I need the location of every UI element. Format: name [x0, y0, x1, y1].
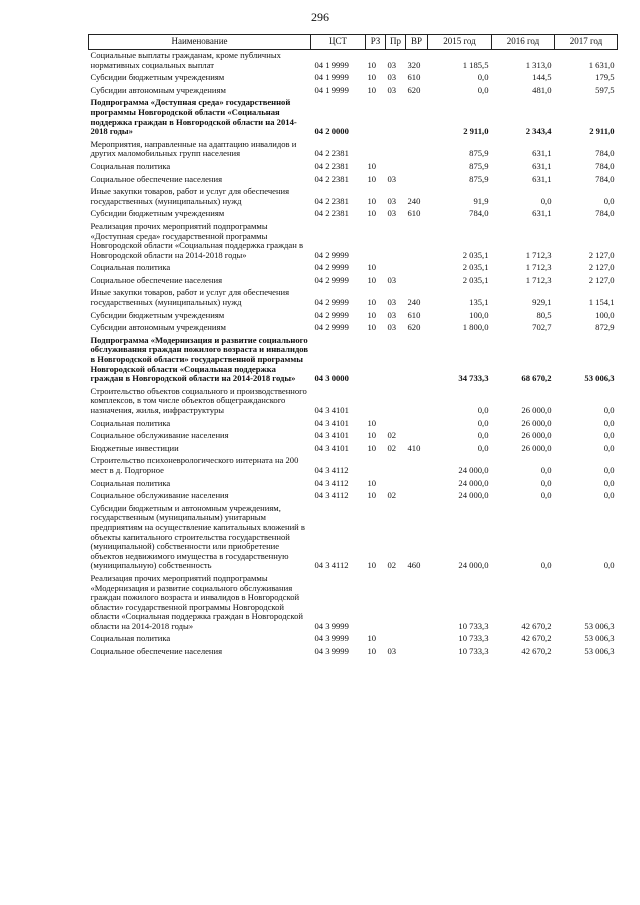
row-value-2016: 631,1 — [532, 160, 552, 171]
row-pr-code: 02 — [387, 560, 397, 571]
row-vr-code — [406, 386, 428, 418]
row-cst-code: 04 3 4101 — [314, 405, 349, 415]
row-rz-code — [366, 386, 386, 418]
row-value-2015: 0,0 — [477, 405, 489, 415]
row-value-2017: 0,0 — [603, 442, 615, 453]
row-cst-code: 04 2 9999 — [314, 309, 349, 320]
row-pr-code: 03 — [387, 309, 397, 320]
row-value-2016: 481,0 — [532, 84, 552, 95]
table-row — [89, 208, 618, 221]
row-value-2016: 42 670,2 — [521, 633, 552, 644]
row-rz-code: 10 — [367, 84, 377, 95]
row-value-2016: 631,1 — [532, 208, 552, 219]
row-rz-code: 10 — [367, 173, 377, 184]
row-value-2015: 2 035,1 — [462, 249, 489, 260]
row-value-2017: 2 127,0 — [588, 274, 615, 285]
row-vr-code — [406, 221, 428, 262]
row-name: Социальное обслуживание населения — [90, 490, 229, 501]
table-row — [89, 443, 618, 456]
row-cst-code: 04 2 2381 — [314, 148, 349, 159]
row-value-2015: 100,0 — [469, 309, 489, 320]
row-name: Субсидии бюджетным учреждениям — [90, 309, 225, 320]
row-vr-code — [406, 335, 428, 386]
row-value-2015: 0,0 — [477, 72, 489, 83]
row-rz-code: 10 — [367, 477, 377, 488]
table-row — [89, 455, 618, 477]
row-value-2017: 1 154,1 — [588, 297, 615, 308]
row-pr-code: 03 — [387, 72, 397, 83]
row-rz-code — [366, 97, 386, 138]
row-rz-code: 10 — [367, 490, 377, 501]
row-value-2017: 2 911,0 — [589, 126, 615, 137]
row-value-2017: 0,0 — [603, 430, 615, 441]
row-name: Социальные выплаты гражданам, кроме публичных нормативных социальных выплат — [90, 50, 281, 70]
row-name: Социальное обслуживание населения — [90, 430, 229, 441]
row-name: Мероприятия, направленные на адаптацию инвалидов и других маломобильных групп населения — [90, 138, 297, 159]
row-cst-code: 04 3 9999 — [314, 633, 349, 644]
row-value-2017: 784,0 — [595, 173, 615, 184]
row-rz-code: 10 — [367, 417, 377, 428]
row-name: Социальная политика — [90, 160, 171, 171]
row-vr-code — [406, 262, 428, 275]
row-value-2015: 0,0 — [477, 417, 489, 428]
row-pr-code — [386, 139, 406, 161]
row-vr-code — [406, 455, 428, 477]
row-rz-code: 10 — [367, 160, 377, 171]
row-name: Иные закупки товаров, работ и услуг для обеспечения государственных (муниципальных) нужд — [90, 287, 290, 308]
row-value-2015: 91,9 — [473, 195, 489, 206]
row-name: Социальное обеспечение населения — [90, 173, 223, 184]
table-row — [89, 85, 618, 98]
row-value-2017: 1 631,0 — [588, 59, 615, 70]
table-row — [89, 573, 618, 634]
column-header-name: Наименование — [89, 35, 311, 50]
row-value-2016: 0,0 — [540, 477, 552, 488]
column-header-rz: РЗ — [366, 35, 386, 50]
row-cst-code: 04 1 9999 — [314, 84, 349, 95]
column-header-2016: 2016 год — [492, 35, 555, 50]
table-row — [89, 386, 618, 418]
row-rz-code: 10 — [367, 208, 377, 219]
row-name: Реализация прочих мероприятий подпрограммы «Модернизация и развитие социального обслуживания граждан пожилого возраста и инвалидов в Новгородской области» государственной программы Новгородской области «Социальная поддержка граждан в Новгородской области на 2014-2018 годы» — [90, 572, 304, 631]
row-cst-code: 04 3 4101 — [314, 430, 349, 441]
row-vr-code: 240 — [407, 297, 421, 308]
row-value-2015: 2 035,1 — [462, 262, 489, 273]
row-rz-code: 10 — [367, 262, 377, 273]
row-rz-code: 10 — [367, 322, 377, 333]
row-vr-code: 620 — [407, 84, 421, 95]
row-value-2016: 0,0 — [540, 560, 552, 571]
row-value-2016: 26 000,0 — [521, 442, 552, 453]
table-row — [89, 335, 618, 386]
row-value-2016: 42 670,2 — [521, 646, 552, 657]
row-value-2015: 24 000,0 — [458, 560, 489, 571]
row-value-2017: 0,0 — [603, 560, 615, 571]
table-row — [89, 430, 618, 443]
row-value-2015: 2 911,0 — [463, 126, 489, 137]
row-name: Иные закупки товаров, работ и услуг для обеспечения государственных (муниципальных) нужд — [90, 186, 290, 206]
row-vr-code: 460 — [407, 560, 421, 571]
table-row — [89, 174, 618, 187]
row-cst-code: 04 2 0000 — [314, 126, 349, 137]
row-value-2017: 53 006,3 — [584, 646, 615, 657]
row-rz-code — [366, 573, 386, 634]
column-header-cst: ЦСТ — [311, 35, 366, 50]
row-cst-code: 04 1 9999 — [314, 72, 349, 83]
row-value-2015: 0,0 — [477, 442, 489, 453]
table-row — [89, 97, 618, 138]
row-pr-code — [386, 221, 406, 262]
row-name: Строительство психоневрологического интерната на 200 мест в д. Подгорное — [90, 455, 299, 475]
row-rz-code — [366, 139, 386, 161]
row-value-2017: 872,9 — [595, 322, 615, 333]
table-row — [89, 322, 618, 335]
row-value-2017: 0,0 — [603, 490, 615, 501]
row-pr-code: 03 — [387, 208, 397, 219]
row-value-2017: 2 127,0 — [588, 249, 615, 260]
row-vr-code — [406, 430, 428, 443]
row-value-2017: 2 127,0 — [588, 262, 615, 273]
row-cst-code: 04 2 9999 — [314, 249, 349, 260]
table-body — [89, 50, 618, 659]
row-value-2016: 144,5 — [532, 72, 552, 83]
row-name: Социальная политика — [90, 262, 171, 273]
row-pr-code — [386, 478, 406, 491]
row-pr-code — [386, 455, 406, 477]
row-value-2015: 135,1 — [469, 297, 489, 308]
row-rz-code — [366, 335, 386, 386]
row-rz-code: 10 — [367, 442, 377, 453]
row-value-2017: 100,0 — [595, 309, 615, 320]
row-rz-code: 10 — [367, 59, 377, 70]
row-value-2017: 0,0 — [603, 464, 615, 475]
budget-table — [88, 34, 618, 659]
row-value-2017: 53 006,3 — [584, 633, 615, 644]
row-value-2015: 24 000,0 — [458, 477, 489, 488]
row-cst-code: 04 2 9999 — [314, 274, 349, 285]
row-value-2016: 702,7 — [532, 322, 552, 333]
row-vr-code: 610 — [407, 208, 421, 219]
table-row — [89, 310, 618, 323]
row-value-2016: 0,0 — [540, 464, 552, 475]
row-pr-code — [386, 386, 406, 418]
row-name: Реализация прочих мероприятий подпрограммы «Доступная среда» государственной программы Новгородской области «Социальная поддержка граждан в Новгородской области на 2014-2018 годы» — [90, 220, 304, 260]
row-vr-code — [406, 633, 428, 646]
row-value-2015: 784,0 — [469, 208, 489, 219]
row-name: Социальная политика — [90, 417, 171, 428]
row-cst-code: 04 3 4112 — [314, 477, 349, 488]
row-cst-code: 04 2 9999 — [314, 322, 349, 333]
row-value-2016: 42 670,2 — [521, 620, 552, 631]
column-header-vr: ВР — [406, 35, 428, 50]
row-vr-code: 320 — [407, 59, 421, 70]
row-value-2015: 2 035,1 — [462, 274, 489, 285]
row-rz-code: 10 — [367, 195, 377, 206]
row-value-2016: 26 000,0 — [521, 430, 552, 441]
row-value-2017: 53 006,3 — [584, 620, 615, 631]
row-pr-code — [386, 161, 406, 174]
row-pr-code — [386, 418, 406, 431]
row-name: Субсидии автономным учреждениям — [90, 322, 226, 333]
row-cst-code: 04 2 9999 — [314, 297, 349, 308]
row-pr-code — [386, 573, 406, 634]
row-rz-code: 10 — [367, 72, 377, 83]
row-value-2015: 875,9 — [469, 173, 489, 184]
row-pr-code: 03 — [387, 322, 397, 333]
row-name: Социальное обеспечение населения — [90, 646, 223, 657]
row-vr-code — [406, 174, 428, 187]
row-cst-code: 04 3 4112 — [314, 560, 349, 571]
table-row — [89, 262, 618, 275]
row-value-2016: 631,1 — [532, 148, 552, 159]
row-name: Субсидии бюджетным и автономным учреждениям, государственным (муниципальным) унитарным предприятиям на осуществление капитальных вложений в объекты капитального строительства государственной (муниципальной) собственности или приобретение объектов недвижимого имущества в государственную (муниципальную) собственность — [90, 502, 305, 571]
row-vr-code — [406, 275, 428, 288]
row-vr-code: 620 — [407, 322, 421, 333]
row-value-2017: 53 006,3 — [584, 373, 615, 384]
row-rz-code: 10 — [367, 274, 377, 285]
page-number: 296 — [311, 10, 329, 24]
row-vr-code — [406, 161, 428, 174]
row-value-2016: 0,0 — [540, 490, 552, 501]
row-pr-code — [386, 633, 406, 646]
row-value-2016: 929,1 — [532, 297, 552, 308]
table-row — [89, 646, 618, 659]
row-pr-code: 02 — [387, 442, 397, 453]
table-header-row — [89, 35, 618, 50]
row-value-2017: 0,0 — [603, 477, 615, 488]
row-value-2016: 2 343,4 — [525, 126, 552, 137]
row-vr-code — [406, 478, 428, 491]
row-value-2016: 1 712,3 — [525, 274, 552, 285]
row-value-2015: 875,9 — [469, 148, 489, 159]
row-value-2015: 875,9 — [469, 160, 489, 171]
row-name: Социальное обеспечение населения — [90, 274, 223, 285]
row-vr-code — [406, 97, 428, 138]
row-name: Субсидии бюджетным учреждениям — [90, 208, 225, 219]
row-value-2015: 24 000,0 — [458, 464, 489, 475]
row-value-2016: 68 670,2 — [521, 373, 552, 384]
row-vr-code — [406, 139, 428, 161]
row-vr-code: 240 — [407, 195, 421, 206]
row-pr-code: 02 — [387, 490, 397, 501]
table-row — [89, 221, 618, 262]
row-rz-code — [366, 221, 386, 262]
row-pr-code: 03 — [387, 195, 397, 206]
row-cst-code: 04 2 9999 — [314, 262, 349, 273]
row-value-2015: 10 733,3 — [458, 633, 489, 644]
row-pr-code — [386, 262, 406, 275]
row-rz-code: 10 — [367, 633, 377, 644]
row-value-2016: 1 313,0 — [525, 59, 552, 70]
row-cst-code: 04 3 0000 — [314, 373, 349, 384]
row-cst-code: 04 2 2381 — [314, 173, 349, 184]
column-header-2017: 2017 год — [555, 35, 618, 50]
row-rz-code: 10 — [367, 560, 377, 571]
table-row — [89, 50, 618, 73]
row-value-2015: 34 733,3 — [458, 373, 489, 384]
row-value-2015: 0,0 — [477, 84, 489, 95]
table-row — [89, 139, 618, 161]
row-vr-code — [406, 418, 428, 431]
row-value-2015: 1 800,0 — [462, 322, 489, 333]
row-cst-code: 04 3 4101 — [314, 417, 349, 428]
row-name: Субсидии бюджетным учреждениям — [90, 72, 225, 83]
row-pr-code — [386, 335, 406, 386]
row-pr-code — [386, 97, 406, 138]
row-value-2015: 1 185,5 — [462, 59, 489, 70]
row-name: Бюджетные инвестиции — [90, 442, 179, 453]
row-cst-code: 04 3 4112 — [314, 490, 349, 501]
table-row — [89, 490, 618, 503]
row-rz-code: 10 — [367, 430, 377, 441]
row-value-2017: 784,0 — [595, 208, 615, 219]
table-row — [89, 275, 618, 288]
table-row — [89, 161, 618, 174]
row-cst-code: 04 3 9999 — [314, 646, 349, 657]
row-name: Субсидии автономным учреждениям — [90, 84, 226, 95]
row-value-2017: 597,5 — [595, 84, 615, 95]
table-row — [89, 633, 618, 646]
row-value-2015: 10 733,3 — [458, 620, 489, 631]
row-vr-code: 610 — [407, 72, 421, 83]
row-value-2016: 631,1 — [532, 173, 552, 184]
column-header-pr: Пр — [386, 35, 406, 50]
row-rz-code: 10 — [367, 297, 377, 308]
row-cst-code: 04 2 2381 — [314, 208, 349, 219]
row-value-2016: 80,5 — [536, 309, 552, 320]
row-value-2015: 10 733,3 — [458, 646, 489, 657]
row-vr-code — [406, 490, 428, 503]
row-cst-code: 04 2 2381 — [314, 195, 349, 206]
row-name: Подпрограмма «Доступная среда» государственной программы Новгородской области «Социальная поддержка граждан в Новгородской области на 2014-2018 годы» — [90, 97, 297, 137]
row-value-2017: 0,0 — [603, 195, 615, 206]
row-pr-code: 03 — [387, 646, 397, 657]
row-rz-code: 10 — [367, 646, 377, 657]
row-value-2017: 179,5 — [595, 72, 615, 83]
table-row — [89, 478, 618, 491]
row-pr-code: 03 — [387, 173, 397, 184]
row-value-2015: 24 000,0 — [458, 490, 489, 501]
row-name: Социальная политика — [90, 477, 171, 488]
row-pr-code: 03 — [387, 84, 397, 95]
row-vr-code: 410 — [407, 442, 421, 453]
table-row — [89, 287, 618, 309]
row-value-2017: 0,0 — [603, 417, 615, 428]
table-row — [89, 503, 618, 573]
row-vr-code — [406, 646, 428, 659]
row-vr-code — [406, 573, 428, 634]
row-value-2016: 26 000,0 — [521, 417, 552, 428]
row-cst-code: 04 1 9999 — [314, 59, 349, 70]
row-value-2017: 784,0 — [595, 148, 615, 159]
row-pr-code: 03 — [387, 59, 397, 70]
row-cst-code: 04 3 4101 — [314, 442, 349, 453]
row-value-2017: 784,0 — [595, 160, 615, 171]
row-vr-code: 610 — [407, 309, 421, 320]
row-cst-code: 04 3 9999 — [314, 620, 349, 631]
row-name: Строительство объектов социального и производственного комплексов, в том числе объектов общегражданского назначения, жилья, инфраструктуры — [90, 385, 307, 415]
table-row — [89, 418, 618, 431]
row-value-2016: 26 000,0 — [521, 405, 552, 415]
row-value-2016: 1 712,3 — [525, 249, 552, 260]
column-header-2015: 2015 год — [428, 35, 492, 50]
row-cst-code: 04 3 4112 — [314, 464, 349, 475]
table-row — [89, 186, 618, 208]
row-value-2016: 0,0 — [540, 195, 552, 206]
row-rz-code — [366, 455, 386, 477]
row-value-2016: 1 712,3 — [525, 262, 552, 273]
table-row — [89, 72, 618, 85]
row-cst-code: 04 2 2381 — [314, 160, 349, 171]
row-value-2017: 0,0 — [603, 405, 615, 415]
row-pr-code: 03 — [387, 274, 397, 285]
row-rz-code: 10 — [367, 309, 377, 320]
row-name: Социальная политика — [90, 633, 171, 644]
row-pr-code: 02 — [387, 430, 397, 441]
row-pr-code: 03 — [387, 297, 397, 308]
row-value-2015: 0,0 — [477, 430, 489, 441]
row-name: Подпрограмма «Модернизация и развитие социального обслуживания граждан пожилого возраста и инвалидов в Новгородской области» государственной программы Новгородской области «Социальная поддержка граждан в Новгородской области на 2014-2018 годы» — [90, 334, 309, 384]
